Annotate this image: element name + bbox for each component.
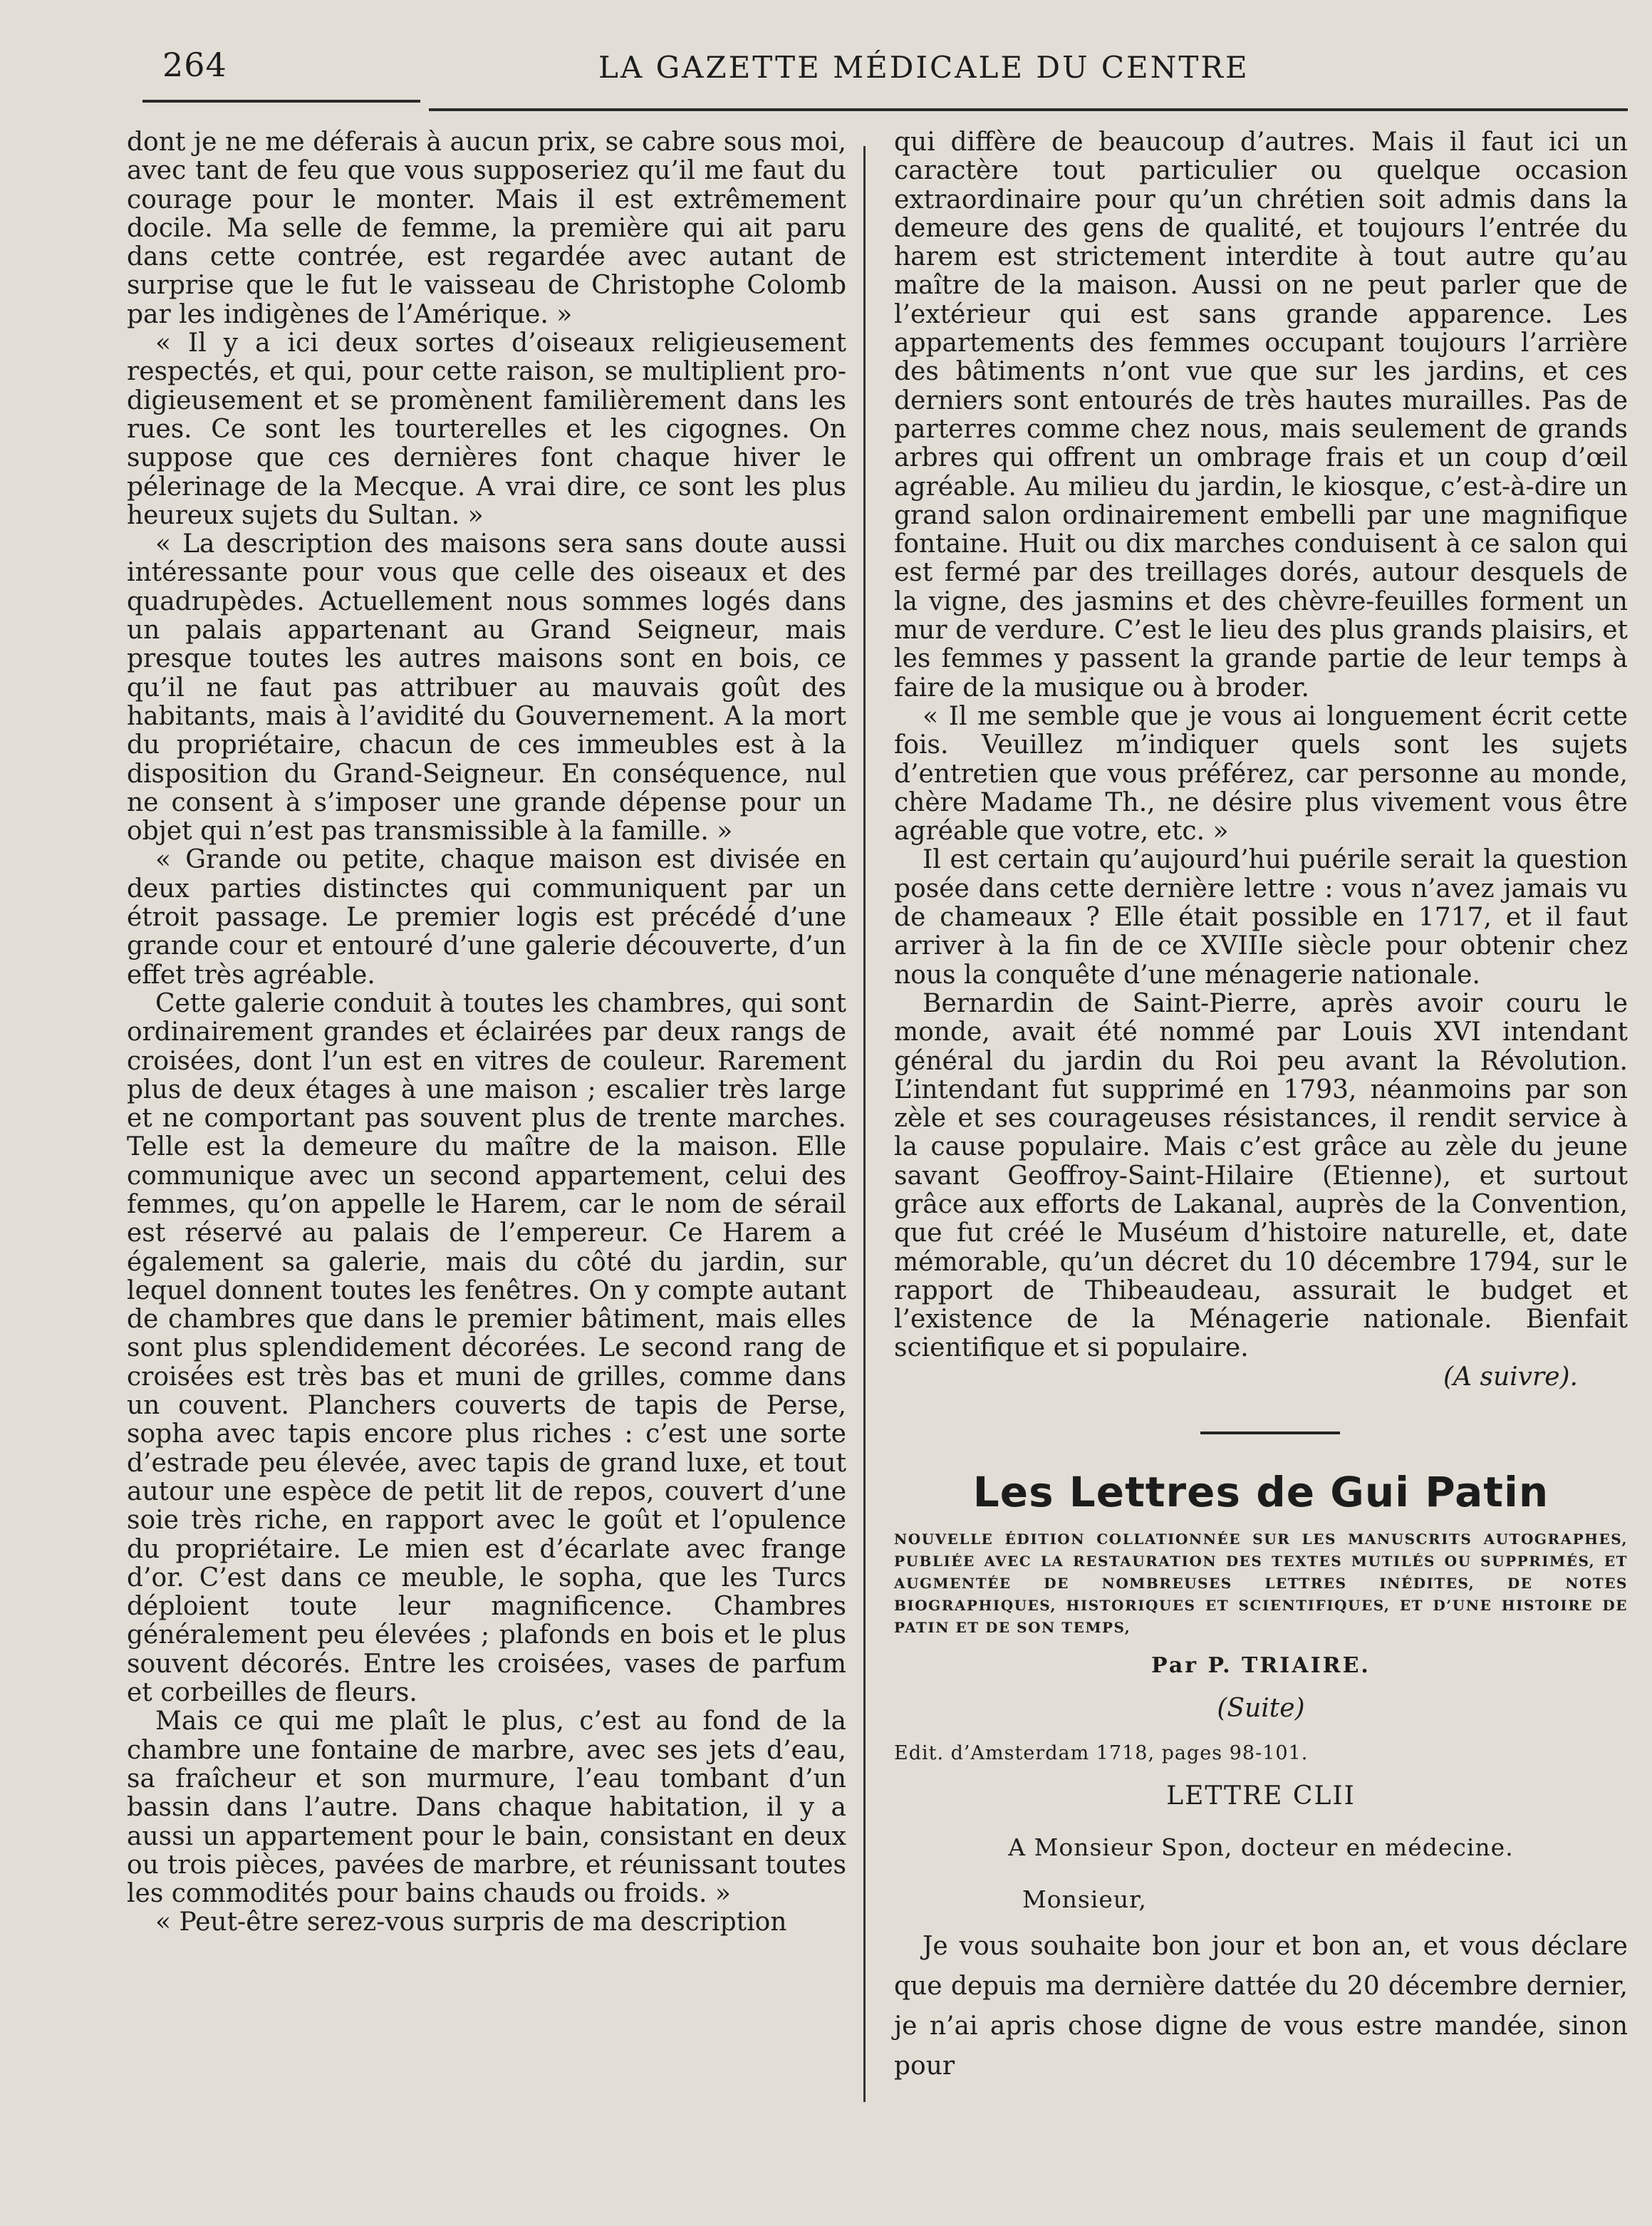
- header-rule-right: [429, 108, 1628, 111]
- paragraph: « Grande ou petite, chaque maison est divisée en deux parties distinctes qui communiquent par un étroit passage. Le premier logis est précédé d’une grande cour et entouré d’une galerie découverte, d’un effet très agréable.: [127, 845, 846, 990]
- letter-addressee: A Monsieur Spon, docteur en médecine.: [1008, 1833, 1514, 1862]
- header-rule-left: [142, 100, 420, 103]
- letter-body: [894, 1927, 1628, 2086]
- section-title: Les Lettres de Gui Patin: [972, 1468, 1549, 1517]
- edition-note: NOUVELLE ÉDITION COLLATIONNÉE SUR LES MANUSCRITS AUTOGRAPHES, PUBLIÉE AVEC LA RESTAURATION DES TEXTES MUTILÉS OU SUPPRIMÉS, ET AUGMENTÉE DE NOMBREUSES LETTRES INÉDITES, DE NOTES BIOGRAPHIQUES, HISTORIQUES ET SCIENTIFIQUES, ET D’UNE HISTOIRE DE PATIN ET DE SON TEMPS,: [894, 1531, 1628, 1637]
- right-column: [894, 128, 1628, 2086]
- paragraph: Il est certain qu’aujourd’hui puérile serait la question posée dans cette dernière lettre : vous n’avez jamais vu de chameaux ? Elle était possible en 1717, et il faut arriver à la fin de ce XVIIIe siècle pour obtenir chez nous la conquête d’une ménagerie nationale.: [894, 845, 1628, 990]
- edition-reference: Edit. d’Amsterdam 1718, pages 98-101.: [894, 1741, 1309, 1764]
- paragraph: « La description des maisons sera sans doute aussi intéressante pour vous que celle des oiseaux et des quadrupèdes. Actuellement nous sommes logés dans un palais appartenant au Grand Seigneur, mais presque toutes les autres maisons sont en bois, ce qu’il ne faut pas attribuer au mauvais goût des habitants, mais à l’avidité du Gouvernement. A la mort du propriétaire, chacun de ces immeubles est à la disposition du Grand-Seigneur. En conséquence, nul ne consent à s’imposer une grande dépense pour un objet qui n’est pas transmissible à la famille. »: [127, 529, 846, 847]
- paragraph: « Peut-être serez-vous surpris de ma description: [155, 1907, 787, 1937]
- left-column: [127, 128, 846, 1937]
- page-header: [142, 41, 1631, 98]
- paragraph: Je vous souhaite bon jour et bon an, et vous déclare que depuis ma dernière dattée du 20 décembre dernier, je n’ai apris chose digne de vous estre mandée, sinon pour: [894, 1931, 1628, 2081]
- page-number: 264: [162, 46, 227, 84]
- suite-label: (Suite): [1217, 1694, 1305, 1724]
- paragraph: Mais ce qui me plaît le plus, c’est au fond de la chambre une fontaine de marbre, avec ses jets d’eau, sa fraîcheur et son murmure, l’eau tombant d’un bassin dans l’autre. Dans chaque habitation, il y a aussi un appartement pour le bain, consistant en deux ou trois pièces, pavées de marbre, et réunissant toutes les commodités pour bains chauds ou froids. »: [127, 1707, 846, 1909]
- paragraph: « Il y a ici deux sortes d’oiseaux religieusement respectés, et qui, pour cette raison, se multiplient prodigieusement et se promènent familièrement dans les rues. Ce sont les tourterelles et les cigognes. On suppose que ces dernières font chaque hiver le pélerinage de la Mecque. A vrai dire, ce sont les plus heureux sujets du Sultan. »: [127, 328, 846, 530]
- section-separator: [1200, 1432, 1340, 1434]
- paragraph: Cette galerie conduit à toutes les chambres, qui sont ordinairement grandes et éclairées par deux rangs de croisées, dont l’un est en vitres de couleur. Rarement plus de deux étages à une maison ; escalier très large et ne comportant pas souvent plus de trente marches. Telle est la demeure du maître de la maison. Elle communique avec un second appartement, celui des femmes, qu’on appelle le Harem, car le nom de sérail est réservé au palais de l’empereur. Ce Harem a également sa galerie, mais du côté du jardin, sur lequel donnent toutes les fenêtres. On y compte autant de chambres que dans le premier bâtiment, mais elles sont plus splendidement décorées. Le second rang de croisées est très bas et muni de grilles, comme dans un couvent. Planchers couverts de tapis de Perse, sopha avec tapis encore plus riches : c’est une sorte d’estrade peu élevée, avec tapis de grand luxe, et tout autour une espèce de petit lit de repos, couvert d’une soie très riche, en rapport avec le goût et l’opulence du propriétaire. Le mien est d’écarlate avec frange d’or. C’est dans ce meuble, le sopha, que les Turcs déploient toute leur magnificence. Chambres généralement peu élevées ; plafonds en bois et le plus souvent décorés. Entre les croisées, vases de parfum et corbeilles de fleurs.: [127, 988, 846, 1708]
- paragraph: « Il me semble que je vous ai longuement écrit cette fois. Veuillez m’indiquer quels sont les sujets d’entretien que vous préférez, car personne au monde, chère Madame Th., ne désire plus vivement vous être agréable que votre, etc. »: [894, 701, 1628, 847]
- paragraph: qui diffère de beaucoup d’autres. Mais il faut ici un caractère tout particulier ou quelque occasion extraordinaire pour qu’un chrétien soit admis dans la demeure des gens de qualité, et toujours l’entrée du harem est strictement interdite à tout autre qu’au maître de la maison. Aussi on ne peut parler que de l’extérieur qui est sans grande apparence. Les appartements des femmes occupant toujours l’arrière des bâtiments n’ont vue que sur les jardins, et ces derniers sont entourés de très hautes murailles. Pas de parterres comme chez nous, mais seulement de grands arbres qui offrent un ombrage frais et un coup d’œil agréable. Au milieu du jardin, le kiosque, c’est-à-dire un grand salon ordinairement embelli par une magnifique fontaine. Huit ou dix marches conduisent à ce salon qui est fermé par des treillages dorés, autour desquels de la vigne, des jasmins et des chèvre-feuilles forment un mur de verdure. C’est le lieu des plus grands plaisirs, et les femmes y passent la grande partie de leur temps à faire de la musique ou à broder.: [894, 128, 1628, 703]
- author-line: Par P. TRIAIRE.: [1151, 1653, 1371, 1679]
- to-be-continued: (A suivre).: [1443, 1362, 1578, 1392]
- journal-title: LA GAZETTE MÉDICALE DU CENTRE: [598, 50, 1250, 85]
- column-divider: [863, 146, 866, 2102]
- paragraph: Bernardin de Saint-Pierre, après avoir couru le monde, avait été nommé par Louis XVI intendant général du jardin du Roi peu avant la Révolution. L’intendant fut supprimé en 1793, néanmoins par son zèle et ses courageuses résistances, il rendit service à la cause populaire. Mais c’est grâce au zèle du jeune savant Geoffroy-Saint-Hilaire (Etienne), et surtout grâce aux efforts de Lakanal, auprès de la Convention, que fut créé le Muséum d’histoire naturelle, et, date mémorable, qu’un décret du 10 décembre 1794, sur le rapport de Thibeaudeau, assurait le budget et l’existence de la Ménagerie nationale. Bienfait scientifique et si populaire.: [894, 988, 1628, 1363]
- letter-heading: LETTRE CLII: [1166, 1781, 1356, 1811]
- paragraph: dont je ne me déferais à aucun prix, se cabre sous moi, avec tant de feu que vous supposeriez qu’il me faut du courage pour le monter. Mais il est extrêmement docile. Ma selle de femme, la première qui ait paru dans cette contrée, est regardée avec autant de surprise que le fut le vaisseau de Christophe Colomb par les indigènes de l’Amérique. »: [127, 128, 846, 329]
- letter-salutation: Monsieur,: [1022, 1885, 1147, 1913]
